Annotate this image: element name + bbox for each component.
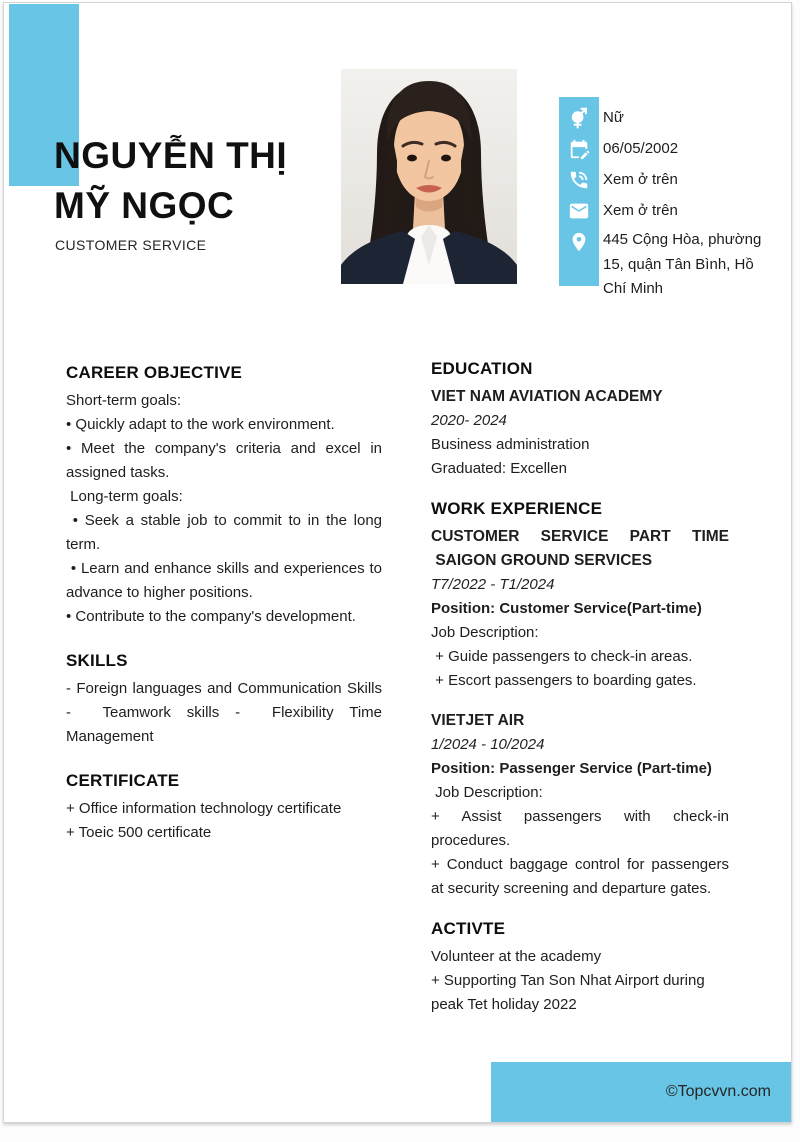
certificate-item: + Office information technology certificate — [66, 800, 342, 817]
gender-icon — [559, 102, 599, 133]
certificate-item: + Toeic 500 certificate — [66, 824, 212, 841]
job-company: CUSTOMER SERVICE PART TIME — [431, 528, 729, 545]
footer-bar — [491, 1062, 791, 1122]
career-objective-paragraph: • Seek a stable job to commit to in the long term. — [66, 512, 387, 553]
contact-icon-bar — [559, 97, 599, 286]
career-objective-heading: CAREER OBJECTIVE — [66, 363, 243, 382]
email-icon — [559, 195, 599, 226]
contact-address: 445 Cộng Hòa, phường 15, quận Tân Bình, Hồ Chí Minh — [603, 231, 762, 297]
cv-page — [3, 2, 792, 1123]
activity-item: + Supporting Tan Son Nhat Airport during peak Tet holiday 2022 — [431, 972, 709, 1013]
contact-birthday: 06/05/2002 — [603, 140, 679, 157]
activity-heading: ACTIVTE — [431, 919, 506, 938]
job-period: T7/2022 - T1/2024 — [431, 576, 555, 593]
education-result: Graduated: Excellen — [431, 460, 567, 477]
activity-item: Volunteer at the academy — [431, 948, 602, 965]
job-position: Position: Customer Service(Part-time) — [431, 600, 702, 617]
job-position: Position: Passenger Service (Part-time) — [431, 760, 712, 777]
career-objective-paragraph: Short-term goals: — [66, 392, 182, 409]
job-duty: + Escort passengers to boarding gates. — [431, 672, 697, 689]
contact-phone: Xem ở trên — [603, 171, 678, 188]
career-objective-paragraph: • Learn and enhance skills and experiences to advance to higher positions. — [66, 560, 387, 601]
contact-gender: Nữ — [603, 109, 624, 126]
job-desc-label: Job Description: — [431, 624, 539, 641]
job-desc-label: Job Description: — [431, 784, 543, 801]
calendar-icon — [559, 133, 599, 164]
phone-icon — [559, 164, 599, 195]
career-objective-paragraph: • Meet the company's criteria and excel in assigned tasks. — [66, 440, 387, 481]
name-line-2: MỸ NGỌC — [54, 185, 235, 226]
job-duty: + Assist passengers with check-in procedures. — [431, 808, 734, 849]
job-duty: + Guide passengers to check-in areas. — [431, 648, 693, 665]
footer-credit: ©Topcvvn.com — [665, 1083, 771, 1100]
career-objective-paragraph: Long-term goals: — [66, 488, 183, 505]
education-school: VIET NAM AVIATION ACADEMY — [431, 388, 663, 405]
certificate-heading: CERTIFICATE — [66, 771, 180, 790]
skills-text: - Foreign languages and Communication Skills - Teamwork skills - Flexibility Time Management — [66, 680, 387, 745]
contact-email: Xem ở trên — [603, 202, 678, 219]
job-entry — [431, 525, 729, 693]
education-major: Business administration — [431, 436, 590, 453]
job-entry — [431, 709, 734, 901]
name-line-1: NGUYỄN THỊ — [54, 135, 288, 176]
right-column — [431, 357, 734, 1017]
location-icon — [559, 226, 599, 257]
job-duty: + Conduct baggage control for passengers at security screening and departure gates. — [431, 856, 734, 897]
contact-info — [603, 102, 775, 302]
name-heading — [54, 131, 384, 231]
education-period: 2020- 2024 — [431, 412, 507, 429]
job-company: SAIGON GROUND SERVICES — [431, 552, 653, 569]
career-objective-paragraph: • Quickly adapt to the work environment. — [66, 416, 335, 433]
job-period: 1/2024 - 10/2024 — [431, 736, 545, 753]
career-objective-paragraph: • Contribute to the company's development. — [66, 608, 356, 625]
job-title: CUSTOMER SERVICE — [55, 237, 207, 253]
skills-heading: SKILLS — [66, 651, 128, 670]
job-company: VIETJET AIR — [431, 712, 525, 729]
left-column — [66, 361, 387, 845]
education-heading: EDUCATION — [431, 359, 533, 378]
work-experience-heading: WORK EXPERIENCE — [431, 499, 603, 518]
